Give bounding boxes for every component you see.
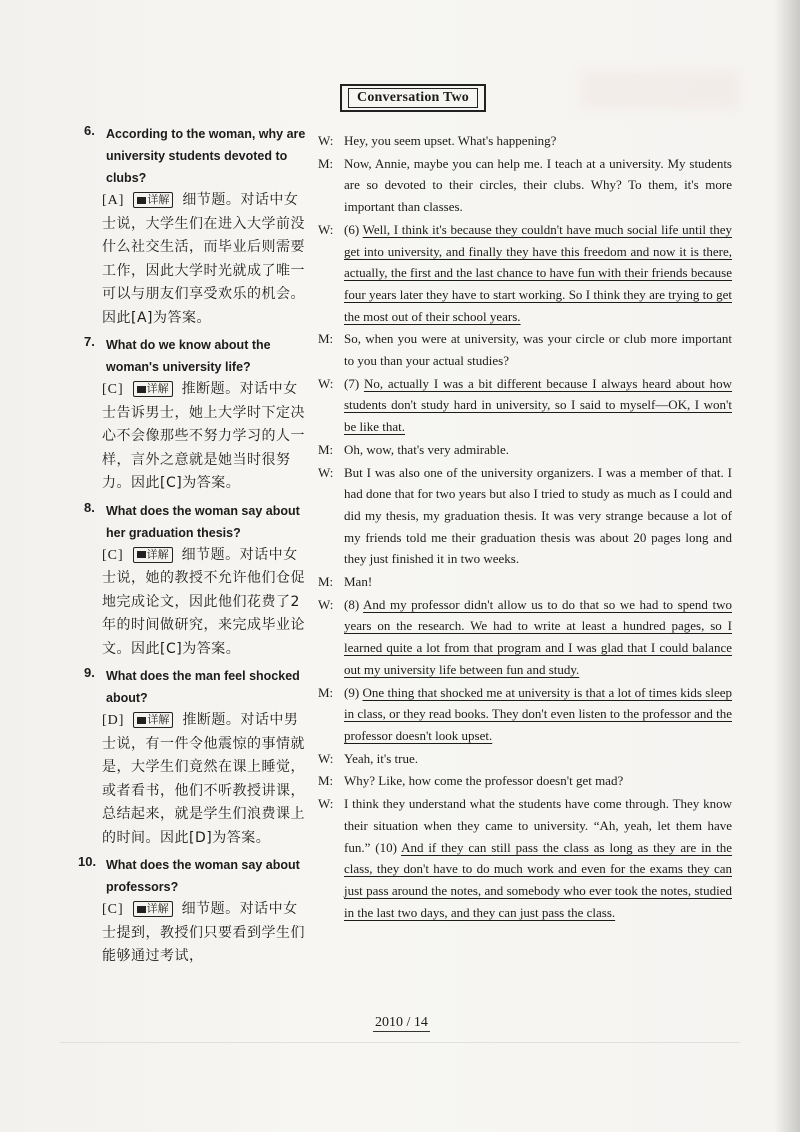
line-text: Hey, you seem upset. What's happening?: [344, 133, 557, 148]
speaker-label: M:: [318, 684, 334, 700]
question-type: 推断题。: [181, 381, 240, 397]
bleed-through-mark: [580, 70, 740, 110]
question-number: 9.: [84, 665, 95, 680]
line-text: Now, Annie, maybe you can help me. I teach at a university. My students are so devoted to their circles, their clubs. Why? To them, it's more important than classes.: [344, 155, 732, 215]
question-text: According to the woman, why are university students devoted to clubs?: [106, 127, 306, 185]
answer-key: [C]: [102, 902, 124, 917]
question-6: [86, 123, 308, 330]
underlined-answer-text: And my professor didn't allow us to do that so we had to spend two years on the research. We had to write at least a hundred pages, so I learned quite a lot from that program and I was glad that I could balance out my university life between fun and study.: [344, 596, 732, 677]
section-title: Conversation Two: [348, 88, 478, 108]
answer-explanation: [102, 544, 308, 662]
question-9: [86, 665, 308, 850]
speaker-label: W:: [318, 133, 334, 148]
explanation-text: 对话中男士说，有一件令他震惊的事情就是，大学生们竟然在课上睡觉，或者看书，他们不听教授讲课，总结起来，就是学生们浪费课上的时间。因此[D]为答案。: [102, 712, 305, 846]
speaker-label: M:: [318, 331, 334, 347]
dialogue-line: [318, 462, 732, 571]
dialogue-line: [318, 130, 732, 152]
question-type: 细节题。: [181, 901, 240, 917]
speaker-label: M:: [318, 574, 334, 590]
section-title-box: [340, 84, 486, 112]
dialogue-line: [318, 748, 732, 770]
dialogue-line: [318, 770, 732, 792]
question-number: 10.: [78, 854, 97, 869]
speaker-label: W:: [318, 596, 334, 612]
question-number: 7.: [84, 334, 95, 349]
dialogue-line: [318, 219, 732, 328]
page-number: 2010 / 14: [375, 1015, 428, 1030]
explain-badge: [133, 547, 173, 563]
answer-key: [C]: [102, 547, 124, 563]
dialogue-line: [318, 373, 732, 438]
speaker-label: W:: [318, 796, 334, 812]
answer-key: [D]: [102, 713, 125, 728]
underlined-answer-text: No, actually I was a bit different because I always heard about how students don't study hard in university, so I said to myself—OK, I won't be like that.: [344, 375, 733, 435]
question-type: 细节题。: [182, 192, 241, 208]
line-text: I think they understand what the students have come through. They know their situation when they came to university. “Ah, yeah, let them have fun.”: [344, 796, 732, 855]
speaker-label: W:: [318, 375, 334, 391]
questions-column: [78, 123, 308, 973]
question-text: What does the woman say about professors?: [106, 858, 300, 894]
line-text: Yeah, it's true.: [344, 750, 418, 766]
speaker-label: W:: [318, 221, 334, 237]
dialogue-line: [318, 793, 732, 923]
speaker-label: M:: [318, 155, 334, 171]
answer-key: [A]: [102, 193, 125, 208]
speaker-label: M:: [318, 441, 334, 457]
dialogue-line: [318, 682, 732, 747]
question-7: [86, 334, 308, 496]
divider: [60, 1042, 740, 1043]
line-text: Man!: [344, 574, 373, 590]
explanation-text: 对话中女士告诉男士，她上大学时下定决心不会像那些不努力学习的人一样，言外之意就是她当时很努力。因此[C]为答案。: [102, 381, 305, 491]
badge-label: 详解: [146, 902, 169, 915]
pen-icon: [137, 551, 146, 558]
badge-label: 详解: [146, 547, 169, 561]
badge-label: 详解: [147, 713, 170, 726]
badge-label: 详解: [146, 382, 169, 395]
explain-badge: [133, 712, 173, 728]
badge-label: 详解: [147, 193, 170, 206]
page-edge-shadow: [774, 0, 800, 1132]
dialogue-line: [318, 153, 732, 218]
question-type: 细节题。: [181, 546, 240, 563]
explanation-text: 对话中女士说，她的教授不允许他们仓促地完成论文，因此他们花费了2年的时间做研究，来完成毕业论文。因此[C]为答案。: [102, 546, 305, 657]
pen-icon: [137, 386, 146, 393]
line-text: So, when you were at university, was your circle or club more important to you than your actual studies?: [344, 331, 732, 369]
question-text: What does the woman say about her graduation thesis?: [106, 503, 300, 540]
underlined-answer-text: And if they can still pass the class as long as they are in the class, they don't have to do much work and even for the exams they can just pass around the notes, and somebody who ever took the notes, studied in the last two days, and they can just pass the class.: [344, 839, 733, 920]
question-number: 6.: [84, 123, 95, 138]
pen-icon: [137, 717, 146, 724]
explain-badge: [133, 381, 173, 397]
underlined-answer-text: Well, I think it's because they couldn't have much social life until they get into university, and finally they have this freedom and now it is there, actually, the first and the last chance to have fun with their friends because four years later they have to start working. So I think they are trying to get the most out of their school years.: [344, 221, 733, 324]
line-text: But I was also one of the university organizers. I was a member of that. I had done that for two years but also I tried to study as much as I could and did my thesis, my graduation thesis. It was very strange because a lot of my friends told me their graduation thesis was about 20 pages long and they just finished it in two weeks.: [344, 464, 732, 567]
question-type: 推断题。: [182, 712, 241, 728]
pen-icon: [137, 197, 146, 204]
explain-badge: [133, 192, 173, 208]
underlined-answer-text: One thing that shocked me at university is that a lot of times kids sleep in class, or they read books. They don't even listen to the professor and the professor doesn't look upset.: [344, 684, 733, 743]
question-marker: (10): [375, 839, 397, 855]
answer-explanation: [102, 898, 308, 969]
speaker-label: M:: [318, 773, 334, 789]
answer-explanation: [102, 189, 308, 330]
pen-icon: [137, 906, 146, 913]
question-text: What does the man feel shocked about?: [106, 669, 300, 705]
line-text: Why? Like, how come the professor doesn't get mad?: [344, 773, 624, 789]
question-marker: (8): [344, 596, 360, 612]
speaker-label: W:: [318, 750, 334, 766]
explanation-text: 对话中女士提到，教授们只要看到学生们能够通过考试，: [102, 901, 305, 964]
explain-badge: [133, 901, 173, 917]
dialogue-line: [318, 328, 732, 371]
line-text: Oh, wow, that's very admirable.: [344, 441, 510, 457]
dialogue-line: [318, 439, 732, 461]
question-marker: (7): [344, 375, 360, 391]
speaker-label: W:: [318, 464, 334, 480]
dialogue-line: [318, 571, 732, 593]
question-number: 8.: [84, 499, 95, 515]
answer-key: [C]: [102, 382, 124, 397]
question-8: [86, 500, 308, 662]
question-10: [78, 854, 308, 969]
question-text: What do we know about the woman's university life?: [106, 338, 271, 374]
answer-explanation: [102, 709, 308, 850]
question-marker: (9): [344, 684, 360, 700]
answer-explanation: [102, 378, 308, 496]
dialogue-column: [318, 130, 732, 924]
question-marker: (6): [344, 221, 360, 237]
explanation-text: 对话中女士说，大学生们在进入大学前没什么社交生活，而毕业后则需要工作，因此大学时光就成了唯一可以与朋友们享受欢乐的机会。因此[A]为答案。: [102, 192, 305, 326]
dialogue-line: [318, 594, 732, 681]
